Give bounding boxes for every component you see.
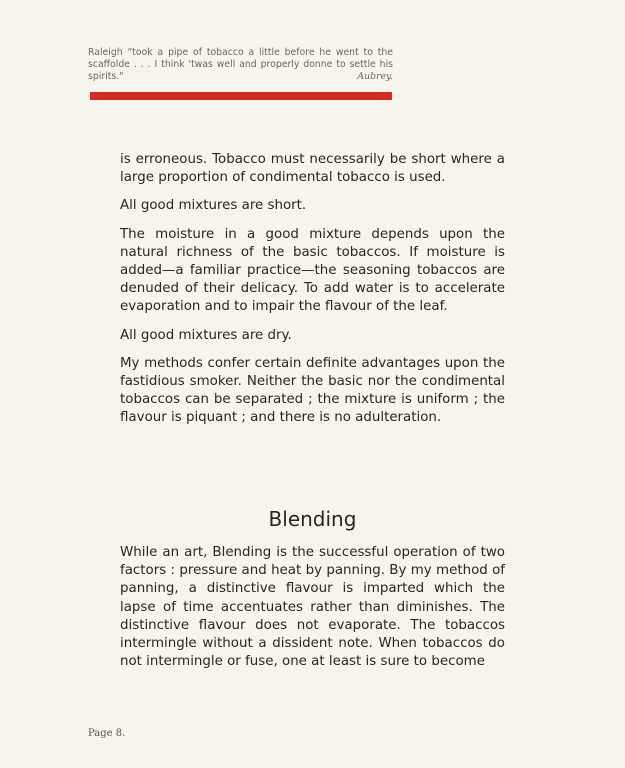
header-quote	[88, 47, 393, 83]
paragraph: While an art, Blending is the successful operation of two factors : pressure and heat by panning. By my method of panning, a distinctive flavour is imparted which the lapse of time accentuates rather than diminishes. The distinctive flavour does not evaporate. The tobaccos intermingle without a dissident note. When tobaccos do not intermingle or fuse, one at least is sure to become	[120, 545, 505, 670]
red-rule	[90, 92, 392, 100]
body-text	[120, 151, 505, 438]
quote-text: Raleigh “took a pipe of tobacco a little before he went to the scaffolde . . . I think 'twas well and properly donne to settle his spirits."	[88, 47, 393, 82]
quote-attribution: Aubrey.	[357, 71, 393, 82]
page-number: Page 8.	[88, 728, 126, 739]
paragraph: All good mixtures are short.	[120, 198, 307, 214]
paragraph: All good mixtures are dry.	[120, 327, 292, 343]
paragraph: The moisture in a good mixture depends upon the natural richness of the basic tobaccos. If moisture is added—a familiar practice—the seasoning tobaccos are denuded of their delicacy. To add water is to accelerate evaporation and to impair the flavour of the leaf.	[120, 226, 505, 315]
paragraph: is erroneous. Tobacco must necessarily be short where a large proportion of condimental tobacco is used.	[120, 152, 505, 186]
paragraph: My methods confer certain definite advantages upon the fastidious smoker. Neither the basic nor the condimental tobaccos can be separated ; the mixture is uniform ; the flavour is piquant ; and there is no adulteration.	[120, 355, 505, 426]
section-heading: Blending	[268, 507, 357, 531]
blending-text	[120, 544, 505, 681]
